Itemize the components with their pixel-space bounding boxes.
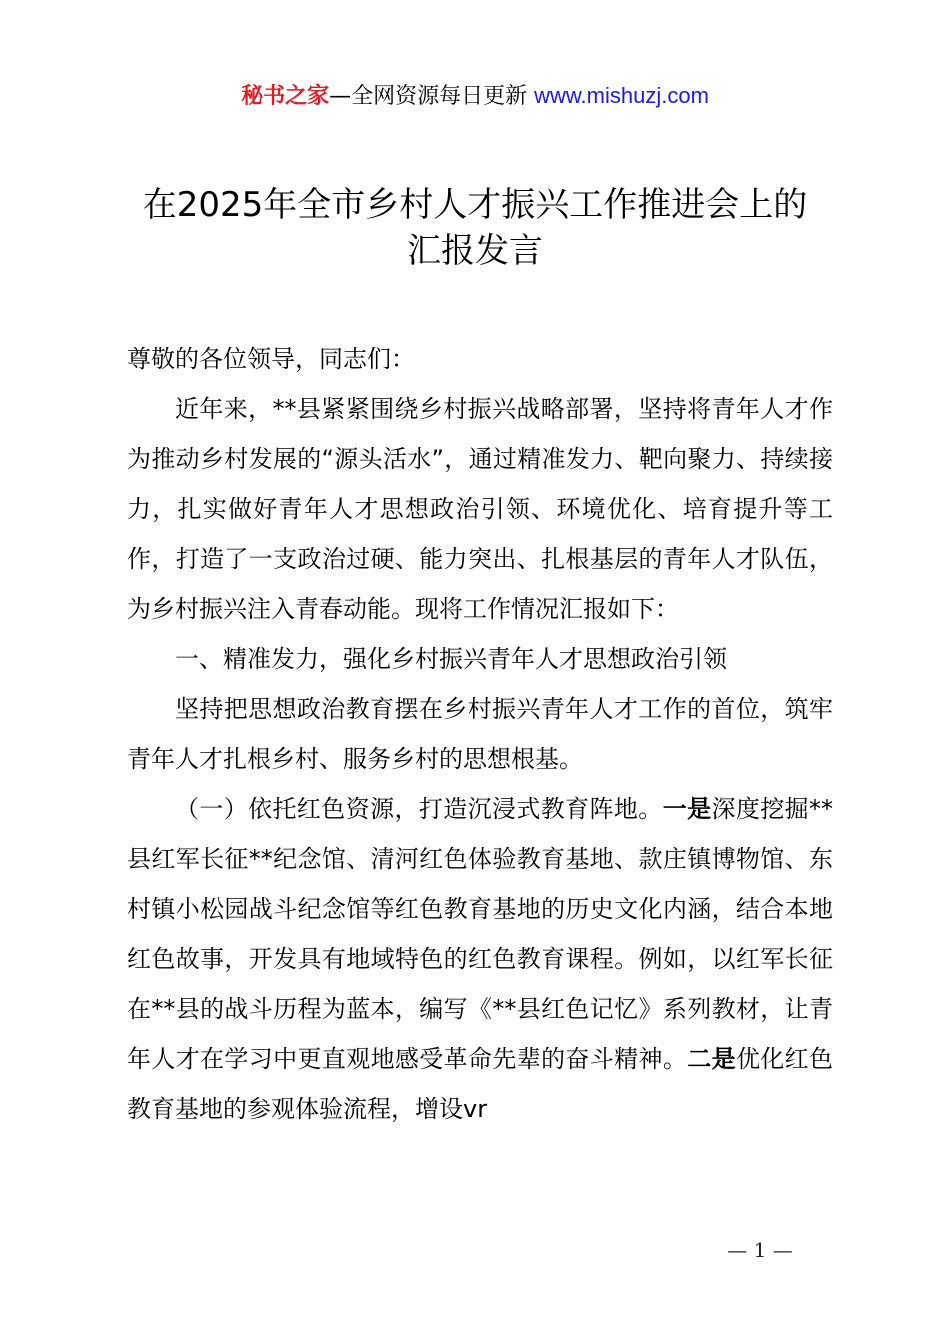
document-title [60,182,890,274]
page-number: — 1 — [727,1238,793,1262]
subsection-1-paragraph [127,784,833,1134]
header-tagline: 全网资源每日更新 [351,84,528,109]
document-body [127,334,833,1134]
subsection-1-heading: （一）依托红色资源，打造沉浸式教育阵地。 [175,795,663,823]
site-header [0,80,950,113]
brand-name: 秘书之家 [241,84,330,109]
salutation: 尊敬的各位领导，同志们： [127,345,415,373]
section-1-heading: 一、精准发力，强化乡村振兴青年人才思想政治引领 [175,645,727,673]
point-1-text: 深度挖掘**县红军长征**纪念馆、清河红色体验教育基地、款庄镇博物馆、东村镇小松园战斗纪念馆等红色教育基地的历史文化内涵，结合本地红色故事，开发具有地域特色的红色教育课程。例如，以红军长征在**县的战斗历程为蓝本，编写《**县红色记忆》系列教材，让青年人才在学习中更直观地感受革命先辈的奋斗精神。 [127,795,834,1073]
intro-paragraph: 近年来，**县紧紧围绕乡村振兴战略部署，坚持将青年人才作为推动乡村发展的“源头活水”，通过精准发力、靶向聚力、持续接力，扎实做好青年人才思想政治引领、环境优化、培育提升等工作，打造了一支政治过硬、能力突出、扎根基层的青年人才队伍，为乡村振兴注入青春动能。现将工作情况汇报如下： [127,395,833,623]
point-2-label: 二是 [687,1045,736,1073]
point-1-label: 一是 [662,795,712,823]
section-1-paragraph: 坚持把思想政治教育摆在乡村振兴青年人才工作的首位，筑牢青年人才扎根乡村、服务乡村的思想根基。 [127,695,833,773]
point-2-text: 优化红色教育基地的参观体验流程，增设vr [127,1045,834,1123]
title-line-2: 汇报发言 [407,231,543,271]
title-line-1: 在2025年全市乡村人才振兴工作推进会上的 [142,185,808,225]
site-url-link[interactable]: www.mishuzj.com [534,83,709,108]
header-dash: — [329,84,352,109]
